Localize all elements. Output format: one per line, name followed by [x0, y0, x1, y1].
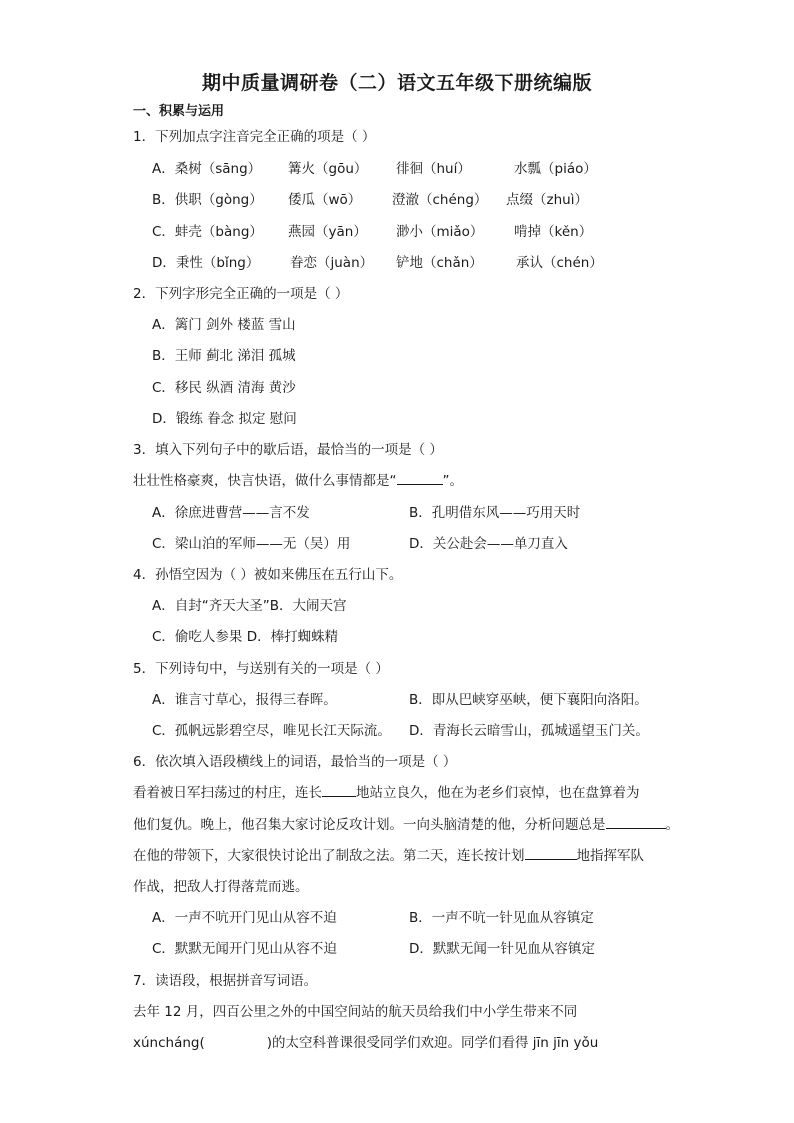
q7-paragraph-line-2 [133, 1034, 598, 1052]
question-5-stem: 5．下列诗句中，与送别有关的一项是（ ） [133, 661, 389, 677]
q6-paragraph-line-4: 作战，把敌人打得落荒而逃。 [133, 879, 309, 895]
q1-option-d-2: 眷恋（juàn） [290, 255, 374, 271]
q7-pinyin: xúncháng( [133, 1035, 205, 1051]
q1-option-b-2: 倭瓜（wō） [288, 192, 362, 208]
q6-text: 在他的带领下，大家很快讨论出了制敌之法。第二天，连长按计划 [133, 848, 525, 864]
q2-option-b: B．王师 蓟北 涕泪 孤城 [152, 348, 296, 364]
q3-option-a: A．徐庶进曹营——言不发 [152, 505, 310, 521]
q1-option-c-3: 渺小（miǎo） [396, 224, 484, 240]
q1-option-a: A．桑树（sāng） [152, 161, 262, 177]
question-7-stem: 7．读语段，根据拼音写词语。 [133, 973, 318, 989]
q6-paragraph-line-2 [133, 816, 679, 834]
q3-option-b: B．孔明借东风——巧用天时 [409, 505, 581, 521]
answer-blank[interactable] [397, 472, 443, 485]
question-6-stem: 6．依次填入语段横线上的词语，最恰当的一项是（ ） [133, 754, 457, 770]
answer-blank[interactable] [606, 816, 666, 829]
question-3-stem: 3．填入下列句子中的歇后语，最恰当的一项是（ ） [133, 442, 443, 458]
section-heading: 一、积累与运用 [133, 104, 225, 119]
q6-paragraph-line-3 [133, 847, 644, 865]
q6-text: 他们复仇。晚上，他召集大家讨论反攻计划。一向头脑清楚的他，分析问题总是 [133, 817, 606, 833]
q6-paragraph-line-1 [133, 784, 640, 802]
question-1-stem: 1．下列加点字注音完全正确的项是（ ） [133, 129, 376, 145]
q1-option-d-3: 铲地（chǎn） [396, 255, 483, 271]
q1-option-b-4: 点缀（zhuì） [506, 192, 588, 208]
q1-option-a-4: 水瓢（piáo） [514, 161, 597, 177]
q2-option-c: C．移民 纵酒 清海 黄沙 [152, 380, 296, 396]
q2-option-d: D．锻练 眷念 拟定 慰问 [152, 411, 297, 427]
q1-option-a-3: 徘徊（huí） [396, 161, 471, 177]
q6-option-a: A．一声不吭开门见山从容不迫 [152, 910, 337, 926]
q4-options-ab: A．自封“齐天大圣”B．大闹天宫 [152, 598, 347, 614]
q1-option-b: B．供职（gòng） [152, 192, 263, 208]
q6-text: 看着被日军扫荡过的村庄，连长 [133, 785, 322, 801]
document-title: 期中质量调研卷（二）语文五年级下册统编版 [201, 72, 592, 94]
q5-option-c: C．孤帆远影碧空尽，唯见长江天际流。 [152, 723, 391, 739]
q5-option-b: B．即从巴峡穿巫峡，便下襄阳向洛阳。 [409, 692, 648, 708]
q7-paragraph-line-1: 去年 12 月，四百公里之外的中国空间站的航天员给我们中小学生带来不同 [133, 1004, 578, 1020]
q7-text: )的太空科普课很受同学们欢迎。同学们看得 jīn jīn yǒu [266, 1035, 599, 1051]
q3-sentence-end: ”。 [442, 473, 463, 489]
q6-text: 地指挥军队 [576, 848, 644, 864]
q1-option-d-4: 承认（chén） [516, 255, 603, 271]
question-4-stem: 4．孙悟空因为（ ）被如来佛压在五行山下。 [133, 567, 403, 583]
q3-sentence-start: 壮壮性格豪爽，快言快语，做什么事情都是“ [133, 473, 397, 489]
q6-option-b: B．一声不吭一针见血从容镇定 [409, 910, 594, 926]
q1-option-c-4: 啃掉（kěn） [514, 224, 593, 240]
question-2-stem: 2．下列字形完全正确的一项是（ ） [133, 286, 349, 302]
q6-option-c: C．默默无闻开门见山从容不迫 [152, 941, 337, 957]
q5-option-d: D．青海长云暗雪山，孤城遥望玉门关。 [409, 723, 649, 739]
q3-option-d: D．关公赴会——单刀直入 [409, 536, 568, 552]
q3-sentence [133, 472, 463, 490]
q2-option-a: A．篱门 剑外 楼蓝 雪山 [152, 317, 296, 333]
q1-option-d: D．秉性（bǐng） [152, 255, 260, 271]
q1-option-c-2: 燕园（yān） [288, 224, 367, 240]
answer-blank[interactable] [525, 847, 577, 860]
answer-blank[interactable] [322, 784, 356, 797]
q4-options-cd: C．偷吃人参果 D．棒打蜘蛛精 [152, 629, 339, 645]
q6-option-d: D．默默无闻一针见血从容镇定 [409, 941, 595, 957]
q1-option-c: C．蚌壳（bàng） [152, 224, 263, 240]
q3-option-c: C．梁山泊的军师——无（吴）用 [152, 536, 351, 552]
q1-option-b-3: 澄澈（chéng） [392, 192, 488, 208]
q1-option-a-2: 篝火（gōu） [288, 161, 368, 177]
q6-text: 。 [665, 817, 679, 833]
q5-option-a: A．谁言寸草心，报得三春晖。 [152, 692, 337, 708]
q6-text: 地站立良久，他在为老乡们哀悼，也在盘算着为 [356, 785, 640, 801]
